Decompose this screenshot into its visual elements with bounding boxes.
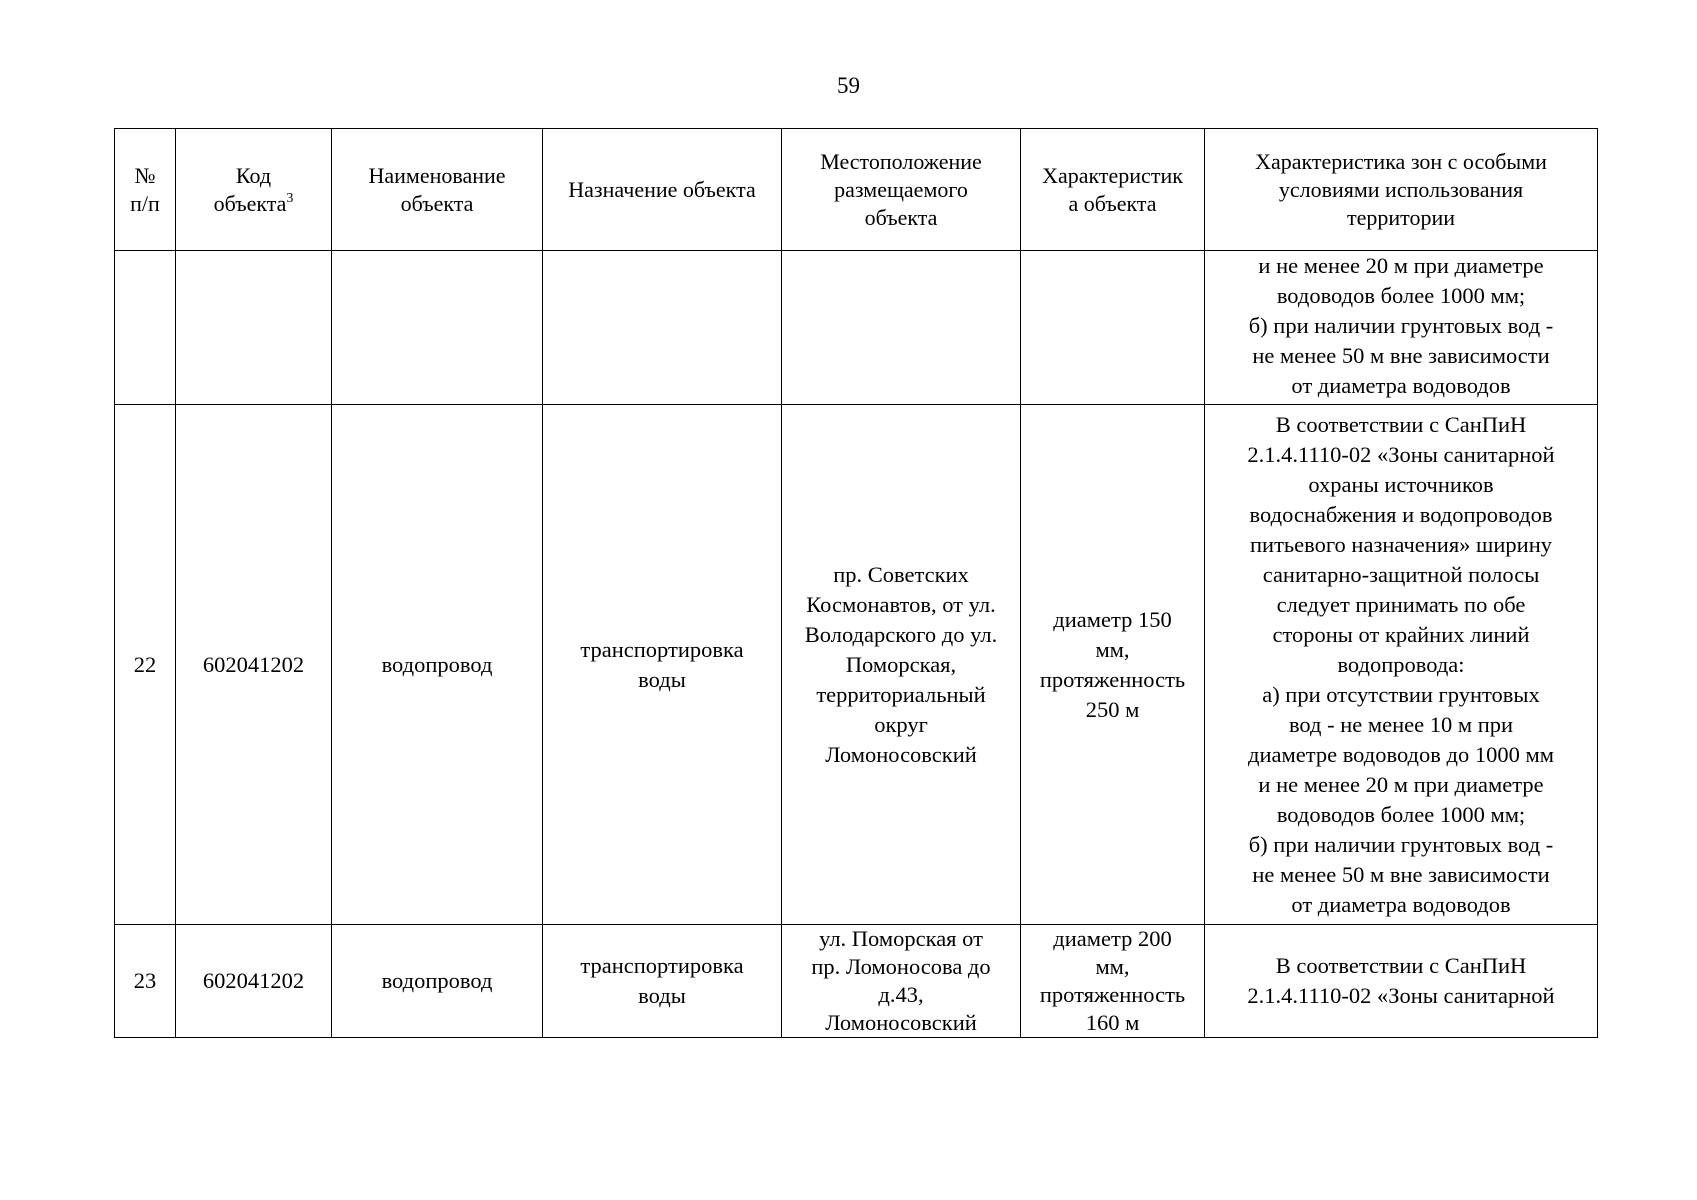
- cell-code: [176, 251, 332, 405]
- text-line: стороны от крайних линий: [1272, 621, 1530, 647]
- text-line: протяженность: [1039, 666, 1186, 692]
- header-purpose: [543, 129, 782, 251]
- table-row: [115, 925, 1598, 1038]
- text-line: воды: [638, 983, 686, 1008]
- text-line: 2.1.4.1110-02 «Зоны санитарной: [1247, 441, 1555, 467]
- text-line: питьевого назначения» ширину: [1249, 531, 1553, 557]
- text-line: округ: [874, 711, 928, 737]
- text-line: мм,: [1095, 954, 1130, 979]
- text-line: водоводов более 1000 мм;: [1276, 801, 1526, 827]
- text-line: б) при наличии грунтовых вод -: [1248, 831, 1554, 857]
- text-line: водопровода:: [1337, 651, 1465, 677]
- text-line: Наименование: [368, 162, 506, 188]
- text-line: санитарно-защитной полосы: [1262, 561, 1540, 587]
- cell-num: [115, 251, 176, 405]
- text-line: Характеристика зон с особыми: [1255, 148, 1547, 174]
- text-line: мм,: [1095, 636, 1130, 662]
- cell-purpose: [543, 251, 782, 405]
- text-line: условиями использования: [1278, 176, 1524, 202]
- cell-zones: [1205, 925, 1598, 1038]
- text-line: охраны источников: [1308, 471, 1494, 497]
- text-line: и не менее 20 м при диаметре: [1258, 771, 1544, 797]
- text-line: 2.1.4.1110-02 «Зоны санитарной: [1247, 983, 1555, 1008]
- text-line: следует принимать по обе: [1276, 591, 1526, 617]
- header-code: Код объекта$^3$: [176, 129, 332, 251]
- header-zones: [1205, 129, 1598, 251]
- text-line: территориальный: [816, 681, 986, 707]
- text-line: Местоположение: [820, 148, 982, 174]
- cell-characteristics: [1021, 251, 1205, 405]
- text-line: водоводов более 1000 мм;: [1276, 283, 1526, 308]
- text-line: диаметре водоводов до 1000 мм: [1248, 741, 1554, 767]
- text-line: 250 м: [1085, 696, 1140, 722]
- text-line: не менее 50 м вне зависимости: [1252, 861, 1550, 887]
- text-line: пр. Ломоносова до: [811, 954, 991, 979]
- text-line: не менее 50 м вне зависимости: [1252, 343, 1550, 368]
- table-header-row: [115, 129, 1598, 251]
- cell-zones: [1205, 405, 1598, 925]
- cell-purpose: [543, 925, 782, 1038]
- text-line: 160 м: [1085, 1010, 1140, 1035]
- text-line: объекта: [400, 190, 474, 216]
- cell-purpose: [543, 405, 782, 925]
- text-line: диаметр 150: [1053, 606, 1172, 632]
- text-line: Характеристик: [1042, 162, 1183, 188]
- text-line: Ломоносовский: [825, 741, 977, 767]
- cell-location: [782, 251, 1021, 405]
- cell-characteristics: [1021, 925, 1205, 1038]
- text-line: ул. Поморская от: [819, 926, 983, 951]
- page-number: 59: [837, 73, 860, 98]
- text-line: пр. Советских: [833, 561, 969, 587]
- header-num: [115, 129, 176, 251]
- text-line: вод - не менее 10 м при: [1288, 711, 1514, 737]
- header-name: [332, 129, 543, 251]
- text-line: от диаметра водоводов: [1291, 373, 1511, 398]
- text-line: №: [134, 162, 156, 188]
- cell-num: 22: [115, 405, 176, 925]
- text-line: д.43,: [878, 982, 924, 1007]
- text-line: Володарского до ул.: [804, 621, 998, 647]
- table-row: [115, 405, 1598, 925]
- cell-location: [782, 405, 1021, 925]
- text-line: Ломоносовский: [825, 1010, 977, 1035]
- text-line: а) при отсутствии грунтовых: [1262, 681, 1540, 707]
- text-line: б) при наличии грунтовых вод -: [1248, 313, 1554, 338]
- footnote-mark: 3: [286, 190, 294, 206]
- cell-characteristics: [1021, 405, 1205, 925]
- text-line: территории: [1346, 204, 1456, 230]
- objects-table: [114, 128, 1598, 1038]
- text-line: п/п: [130, 190, 160, 216]
- cell-num: 23: [115, 925, 176, 1038]
- table-row: [115, 251, 1598, 405]
- cell-name: [332, 251, 543, 405]
- cell-name: водопровод: [332, 405, 543, 925]
- text-line: и не менее 20 м при диаметре: [1258, 253, 1544, 278]
- text-line: Поморская,: [845, 651, 957, 677]
- text-line: В соответствии с СанПиН: [1275, 953, 1527, 978]
- cell-code: 602041202: [176, 405, 332, 925]
- cell-location: [782, 925, 1021, 1038]
- header-location: [782, 129, 1021, 251]
- text-line: воды: [638, 666, 686, 692]
- header-characteristics: [1021, 129, 1205, 251]
- text-line: транспортировка: [580, 636, 744, 662]
- text-line: В соответствии с СанПиН: [1275, 411, 1527, 437]
- text-line: диаметр 200: [1053, 926, 1172, 951]
- text-line: транспортировка: [580, 953, 744, 978]
- text-line: а объекта: [1068, 190, 1157, 216]
- cell-name: водопровод: [332, 925, 543, 1038]
- text-line: размещаемого: [834, 176, 968, 202]
- text-line: Назначение объекта: [568, 176, 756, 202]
- text-line: водоснабжения и водопроводов: [1249, 501, 1553, 527]
- text-line: протяженность: [1039, 982, 1186, 1007]
- cell-zones: [1205, 251, 1598, 405]
- text-line: от диаметра водоводов: [1291, 891, 1511, 917]
- cell-code: 602041202: [176, 925, 332, 1038]
- text-line: объекта: [864, 204, 938, 230]
- text-line: Космонавтов, от ул.: [806, 591, 996, 617]
